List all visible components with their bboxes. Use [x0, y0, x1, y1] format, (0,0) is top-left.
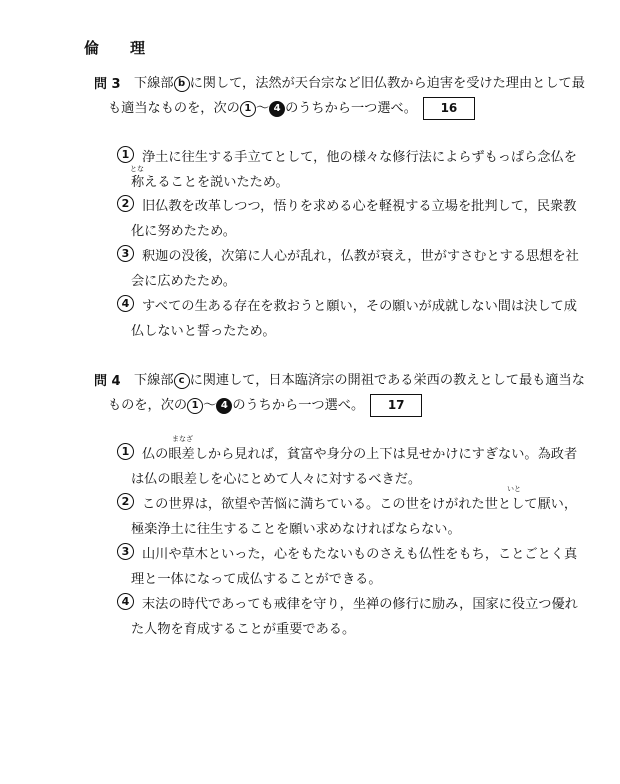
- option-text: 末法の時代であっても戒律を守り，坐禅の修行に励み，国家に役立つ優れ: [142, 597, 578, 612]
- underline-marker: c: [174, 373, 190, 389]
- option-number: 4: [117, 295, 134, 312]
- range-end-marker: 4: [269, 101, 285, 117]
- option-text: 化に努めたため。: [131, 224, 236, 239]
- option-text: は仏の眼差しを心にとめて人々に対するべきだ。: [131, 472, 422, 487]
- range-separator: 〜: [255, 101, 270, 116]
- stem-text: のうちから一つ選べ。: [232, 398, 365, 413]
- question-4-stem-line2: [108, 394, 422, 417]
- ruby-annotation: いと: [507, 485, 521, 493]
- stem-text: に関連して，日本臨済宗の開祖である栄西の教えとして最も適当な: [189, 373, 585, 388]
- stem-text: に関して，法然が天台宗など旧仏教から迫害を受けた理由として最: [189, 76, 585, 91]
- option-text: 極楽浄土に往生することを願い求めなければならない。: [131, 522, 461, 537]
- option-number: 1: [117, 443, 134, 460]
- range-start-marker: 1: [187, 398, 203, 414]
- ruby-annotation: とな: [130, 165, 144, 173]
- question-3-label: 問 3: [94, 77, 121, 92]
- range-start-marker: 1: [240, 101, 256, 117]
- question-3-stem-line1: [134, 72, 585, 92]
- option-number: 4: [117, 593, 134, 610]
- option-text: すべての生ある存在を救おうと願い，その願いが成就しない間は決して成: [142, 299, 577, 314]
- subject-title: 倫 理: [84, 39, 154, 57]
- option-text: 山川や草木といった，心をもたないものさえも仏性をもち，ことごとく真: [142, 547, 578, 562]
- stem-text: のうちから一つ選べ。: [285, 101, 417, 116]
- ruby-annotation: まなざ: [172, 435, 193, 443]
- option-text: た人物を育成することが重要である。: [131, 622, 356, 637]
- answer-box[interactable]: 16: [423, 97, 475, 120]
- question-4-stem-line1: [134, 369, 585, 389]
- range-separator: 〜: [203, 398, 217, 413]
- option-number: 1: [117, 146, 134, 163]
- stem-text: 下線部: [134, 373, 174, 388]
- underline-marker: b: [174, 76, 190, 92]
- question-3-stem-line2: [108, 97, 475, 120]
- answer-box[interactable]: 17: [370, 394, 422, 417]
- option-number: 2: [117, 493, 134, 510]
- option-text: 仏の眼差しから見れば，貧富や身分の上下は見せかけにすぎない。為政者: [142, 447, 578, 462]
- option-number: 3: [117, 543, 134, 560]
- option-text: 仏しないと誓ったため。: [131, 324, 276, 339]
- stem-text: 下線部: [134, 76, 174, 91]
- option-text: この世界は，欲望や苦悩に満ちている。この世をけがれた世として厭い，: [142, 497, 578, 512]
- option-text: 釈迦の没後，次第に人心が乱れ，仏教が衰え，世がすさむとする思想を社: [142, 249, 579, 264]
- stem-text: ものを，次の: [108, 398, 188, 413]
- stem-text: も適当なものを，次の: [108, 101, 240, 116]
- option-text: 浄土に往生する手立てとして，他の様々な修行法によらずもっぱら念仏を: [142, 150, 577, 165]
- option-text: 理と一体になって成仏することができる。: [131, 572, 382, 587]
- option-number: 3: [117, 245, 134, 262]
- option-text: 旧仏教を改革しつつ，悟りを求める心を軽視する立場を批判して，民衆教: [142, 199, 577, 214]
- option-number: 2: [117, 195, 134, 212]
- option-text: 称えることを説いたため。: [131, 175, 289, 190]
- range-end-marker: 4: [216, 398, 232, 414]
- question-4-label: 問 4: [94, 374, 121, 389]
- option-text: 会に広めたため。: [131, 274, 236, 289]
